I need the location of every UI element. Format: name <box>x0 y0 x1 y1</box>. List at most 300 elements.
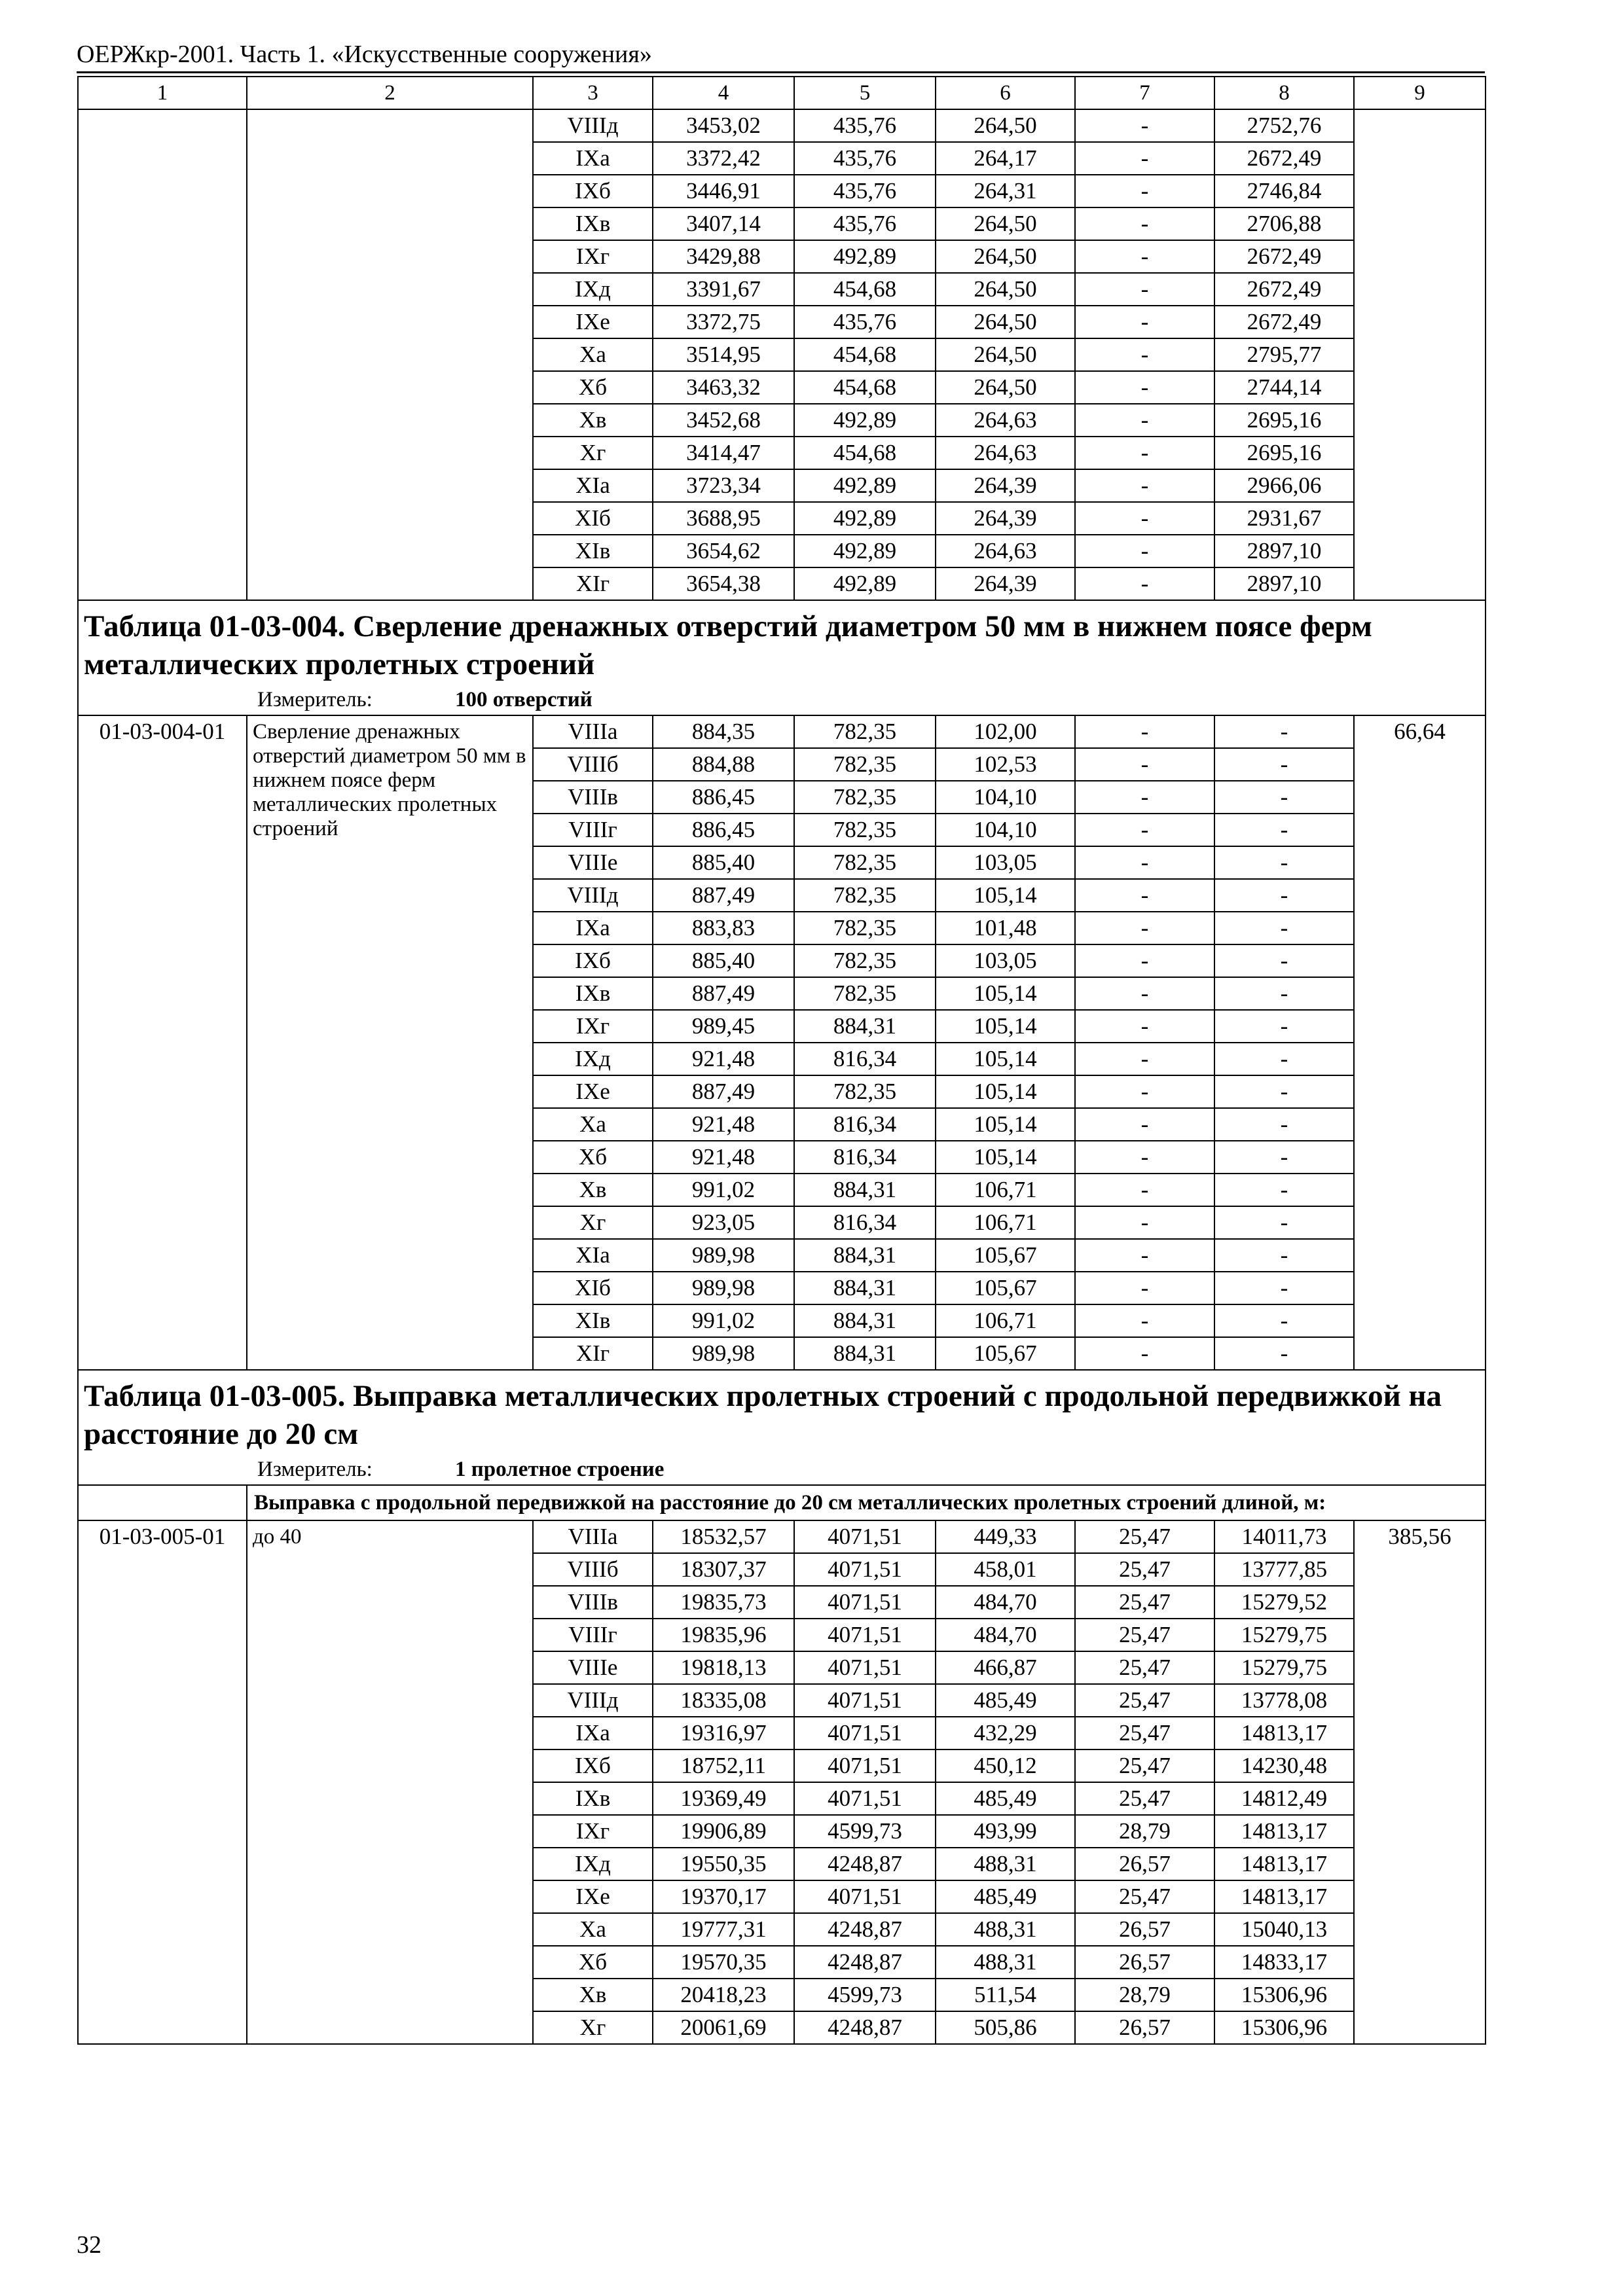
table-cell: - <box>1214 1108 1354 1141</box>
table-cell: 25,47 <box>1075 1651 1214 1684</box>
table-cell: 886,45 <box>653 814 794 846</box>
table-cell: 488,31 <box>936 1946 1075 1979</box>
table-cell: Xа <box>533 1913 653 1946</box>
table-title-row <box>78 600 1486 715</box>
table-cell: 3446,91 <box>653 175 794 207</box>
table-cell: - <box>1075 240 1214 273</box>
table-cell: 4248,87 <box>794 1946 936 1979</box>
table-cell: 2746,84 <box>1214 175 1354 207</box>
column-number: 9 <box>1354 77 1486 109</box>
table-cell: - <box>1214 1010 1354 1043</box>
table-cell: 884,31 <box>794 1239 936 1272</box>
table-cell: 106,71 <box>936 1174 1075 1206</box>
table-cell: 2706,88 <box>1214 207 1354 240</box>
table-cell: - <box>1075 404 1214 437</box>
table-cell: 816,34 <box>794 1043 936 1075</box>
table-cell: 782,35 <box>794 1075 936 1108</box>
table-cell: 15279,75 <box>1214 1619 1354 1651</box>
table-cell: 450,12 <box>936 1749 1075 1782</box>
table-cell: XIв <box>533 535 653 567</box>
table-cell: 884,88 <box>653 748 794 781</box>
table-cell: 435,76 <box>794 109 936 142</box>
table-cell: 28,79 <box>1075 1815 1214 1848</box>
table-cell: 18307,37 <box>653 1553 794 1586</box>
table-cell: 435,76 <box>794 175 936 207</box>
table-cell: 887,49 <box>653 879 794 912</box>
table-cell: Xб <box>533 1141 653 1174</box>
table-cell: - <box>1075 175 1214 207</box>
table-cell: 884,35 <box>653 715 794 748</box>
table-cell: 4071,51 <box>794 1880 936 1913</box>
table-cell: 19818,13 <box>653 1651 794 1684</box>
table-cell: 884,31 <box>794 1272 936 1304</box>
table-cell: IXв <box>533 1782 653 1815</box>
table-cell: 15040,13 <box>1214 1913 1354 1946</box>
table-cell: 4599,73 <box>794 1815 936 1848</box>
table-cell: 19570,35 <box>653 1946 794 1979</box>
table-cell: 105,67 <box>936 1272 1075 1304</box>
table-cell: 921,48 <box>653 1141 794 1174</box>
table-cell: IXв <box>533 207 653 240</box>
table-cell: 3654,62 <box>653 535 794 567</box>
table-cell: 4071,51 <box>794 1651 936 1684</box>
table-cell: 2672,49 <box>1214 142 1354 175</box>
table-cell: 264,39 <box>936 469 1075 502</box>
table-cell: 105,14 <box>936 879 1075 912</box>
table-cell: - <box>1075 469 1214 502</box>
table-title-text: Таблица 01-03-004. Сверление дренажных отверстий диаметром 50 мм в нижнем поясе ферм металлических пролетных строений <box>84 609 1372 681</box>
table-cell: 883,83 <box>653 912 794 944</box>
table-cell: 3429,88 <box>653 240 794 273</box>
column-number-row <box>78 77 1486 109</box>
table-cell: 492,89 <box>794 567 936 600</box>
table-cell: - <box>1214 944 1354 977</box>
table-cell: 782,35 <box>794 781 936 814</box>
table-cell: 454,68 <box>794 371 936 404</box>
table-cell: - <box>1075 1337 1214 1370</box>
table-cell: 105,14 <box>936 977 1075 1010</box>
table-cell: XIг <box>533 567 653 600</box>
table-cell: 102,00 <box>936 715 1075 748</box>
table-cell: 4248,87 <box>794 1848 936 1880</box>
table-cell: 264,39 <box>936 567 1075 600</box>
table-cell: 103,05 <box>936 944 1075 977</box>
table-cell: - <box>1075 207 1214 240</box>
table-cell: Xа <box>533 1108 653 1141</box>
table-cell: 105,14 <box>936 1108 1075 1141</box>
table-title-text: Таблица 01-03-005. Выправка металлических пролетных строений с продольной передвижкой на расстояние до 20 см <box>84 1379 1442 1451</box>
table-cell: - <box>1214 1206 1354 1239</box>
table-cell: 18335,08 <box>653 1684 794 1717</box>
table-cell: - <box>1214 1272 1354 1304</box>
table-cell: 4248,87 <box>794 1913 936 1946</box>
rate-total: 385,56 <box>1354 1520 1486 2044</box>
table-cell: 3452,68 <box>653 404 794 437</box>
measure-label: Измеритель: <box>257 688 373 711</box>
table-cell: 20061,69 <box>653 2011 794 2044</box>
table-cell: 264,50 <box>936 207 1075 240</box>
table-cell: 264,50 <box>936 273 1075 306</box>
table-cell: 14813,17 <box>1214 1880 1354 1913</box>
table-cell: 492,89 <box>794 469 936 502</box>
table-cell: 485,49 <box>936 1684 1075 1717</box>
table-cell: XIб <box>533 502 653 535</box>
table-cell: - <box>1075 567 1214 600</box>
table-title-row <box>78 1370 1486 1485</box>
table-cell: 25,47 <box>1075 1684 1214 1717</box>
table-cell: 25,47 <box>1075 1880 1214 1913</box>
table-cell: 884,31 <box>794 1304 936 1337</box>
table-cell: 4071,51 <box>794 1717 936 1749</box>
table-cell: 3688,95 <box>653 502 794 535</box>
table-cell: 884,31 <box>794 1337 936 1370</box>
table-cell: 2897,10 <box>1214 567 1354 600</box>
table-cell: IXд <box>533 273 653 306</box>
table-cell: IXе <box>533 1075 653 1108</box>
table-cell: 106,71 <box>936 1206 1075 1239</box>
table-cell: 14230,48 <box>1214 1749 1354 1782</box>
table-cell: 264,63 <box>936 535 1075 567</box>
table-cell: 19369,49 <box>653 1782 794 1815</box>
table-cell: Xг <box>533 1206 653 1239</box>
table-cell: Xв <box>533 404 653 437</box>
table-cell: 264,50 <box>936 371 1075 404</box>
table-cell: - <box>1075 715 1214 748</box>
table-cell: - <box>1075 1272 1214 1304</box>
table-cell: VIIIд <box>533 879 653 912</box>
table-cell: - <box>1075 1141 1214 1174</box>
table-cell: 28,79 <box>1075 1979 1214 2011</box>
table-cell: 991,02 <box>653 1304 794 1337</box>
table-cell: - <box>1075 748 1214 781</box>
table-cell: 264,63 <box>936 404 1075 437</box>
table-cell: 488,31 <box>936 1913 1075 1946</box>
measure-value: 1 пролетное строение <box>455 1458 665 1481</box>
empty-total-cell <box>1354 109 1486 600</box>
table-cell: XIв <box>533 1304 653 1337</box>
table-cell: 264,31 <box>936 175 1075 207</box>
table-cell: - <box>1075 781 1214 814</box>
table-cell: - <box>1075 338 1214 371</box>
empty-name-cell <box>247 109 533 600</box>
table-cell: 264,50 <box>936 109 1075 142</box>
table-cell: 3453,02 <box>653 109 794 142</box>
table-cell: 454,68 <box>794 273 936 306</box>
table-cell: IXб <box>533 1749 653 1782</box>
table-cell: VIIIа <box>533 1520 653 1553</box>
table-cell: - <box>1214 1174 1354 1206</box>
table-cell: 458,01 <box>936 1553 1075 1586</box>
table-cell: 26,57 <box>1075 1913 1214 1946</box>
table-cell: - <box>1214 912 1354 944</box>
table-cell: 782,35 <box>794 944 936 977</box>
table-cell: IXа <box>533 142 653 175</box>
table-cell: 884,31 <box>794 1010 936 1043</box>
table-cell: 782,35 <box>794 879 936 912</box>
rate-code: 01-03-004-01 <box>78 715 247 1370</box>
table-cell: VIIIг <box>533 1619 653 1651</box>
table-cell: VIIIв <box>533 781 653 814</box>
table-cell: IXг <box>533 240 653 273</box>
table-cell: - <box>1075 535 1214 567</box>
table-cell: 511,54 <box>936 1979 1075 2011</box>
table-cell: 466,87 <box>936 1651 1075 1684</box>
table-cell: IXе <box>533 306 653 338</box>
table-cell: - <box>1214 1304 1354 1337</box>
column-number: 6 <box>936 77 1075 109</box>
table-cell: 14011,73 <box>1214 1520 1354 1553</box>
table-cell: 782,35 <box>794 977 936 1010</box>
running-header: ОЕРЖкр-2001. Часть 1. «Искусственные сооружения» <box>77 41 652 68</box>
table-cell: 19777,31 <box>653 1913 794 1946</box>
table-cell: 13777,85 <box>1214 1553 1354 1586</box>
table-cell: XIа <box>533 1239 653 1272</box>
rates-table <box>77 76 1486 2045</box>
table-cell: IXг <box>533 1815 653 1848</box>
table-cell: 14833,17 <box>1214 1946 1354 1979</box>
table-cell: 454,68 <box>794 338 936 371</box>
table-cell: 3391,67 <box>653 273 794 306</box>
table-cell: 25,47 <box>1075 1520 1214 1553</box>
table-cell: IXб <box>533 944 653 977</box>
table-cell: 264,50 <box>936 338 1075 371</box>
table-cell: 435,76 <box>794 207 936 240</box>
column-number: 5 <box>794 77 936 109</box>
table-cell: 15306,96 <box>1214 2011 1354 2044</box>
table-cell: 14812,49 <box>1214 1782 1354 1815</box>
table-cell: 13778,08 <box>1214 1684 1354 1717</box>
table-cell: - <box>1075 437 1214 469</box>
table-cell: 25,47 <box>1075 1553 1214 1586</box>
table-cell: - <box>1075 944 1214 977</box>
table-cell: - <box>1075 502 1214 535</box>
table-cell: 14813,17 <box>1214 1848 1354 1880</box>
table-cell: 782,35 <box>794 814 936 846</box>
table-cell: Xг <box>533 437 653 469</box>
column-number: 1 <box>78 77 247 109</box>
table-cell: - <box>1075 109 1214 142</box>
table-cell: IXа <box>533 1717 653 1749</box>
table-cell: - <box>1075 306 1214 338</box>
table-cell: VIIIд <box>533 1684 653 1717</box>
table-cell: IXд <box>533 1848 653 1880</box>
table-cell: IXв <box>533 977 653 1010</box>
table-cell: 782,35 <box>794 912 936 944</box>
table-cell: VIIIд <box>533 109 653 142</box>
table-cell: Xб <box>533 1946 653 1979</box>
table-cell: 432,29 <box>936 1717 1075 1749</box>
table-cell: - <box>1214 781 1354 814</box>
table-cell: IXг <box>533 1010 653 1043</box>
table-cell: 19906,89 <box>653 1815 794 1848</box>
table-cell: VIIIв <box>533 1586 653 1619</box>
table-cell: - <box>1214 1043 1354 1075</box>
table-cell: IXб <box>533 175 653 207</box>
table-cell: - <box>1075 912 1214 944</box>
table-cell: 886,45 <box>653 781 794 814</box>
table-cell: 3723,34 <box>653 469 794 502</box>
table-cell: 782,35 <box>794 748 936 781</box>
table-cell: - <box>1075 846 1214 879</box>
table-cell: 484,70 <box>936 1586 1075 1619</box>
table-cell: Xб <box>533 371 653 404</box>
table-cell: 2672,49 <box>1214 240 1354 273</box>
table-cell: 26,57 <box>1075 1946 1214 1979</box>
table-cell: 435,76 <box>794 142 936 175</box>
table-cell: 4071,51 <box>794 1749 936 1782</box>
table-cell: 454,68 <box>794 437 936 469</box>
table-cell: 2966,06 <box>1214 469 1354 502</box>
table-cell: 816,34 <box>794 1141 936 1174</box>
table-cell: - <box>1214 715 1354 748</box>
table-cell: 19835,73 <box>653 1586 794 1619</box>
table-cell: 2672,49 <box>1214 306 1354 338</box>
table-cell: - <box>1214 1141 1354 1174</box>
table-cell: 492,89 <box>794 240 936 273</box>
measure-line <box>84 1456 1480 1483</box>
table-cell: 105,14 <box>936 1075 1075 1108</box>
table-cell: 18532,57 <box>653 1520 794 1553</box>
table-cell: 15279,75 <box>1214 1651 1354 1684</box>
table-cell: 782,35 <box>794 846 936 879</box>
table-cell: 2695,16 <box>1214 404 1354 437</box>
table-cell: 264,63 <box>936 437 1075 469</box>
table-cell: 14813,17 <box>1214 1717 1354 1749</box>
table-cell: IXе <box>533 1880 653 1913</box>
table-cell: Xг <box>533 2011 653 2044</box>
rate-name: Сверление дренажных отверстий диаметром 50 мм в нижнем поясе ферм металлических пролетных строений <box>247 715 533 1370</box>
table-cell: VIIIб <box>533 1553 653 1586</box>
measure-line <box>84 686 1480 713</box>
table-cell: 885,40 <box>653 944 794 977</box>
table-cell: - <box>1075 273 1214 306</box>
table-cell: 3463,32 <box>653 371 794 404</box>
table-cell: 989,45 <box>653 1010 794 1043</box>
table-cell: 485,49 <box>936 1880 1075 1913</box>
table-cell: IXд <box>533 1043 653 1075</box>
table-cell: - <box>1214 977 1354 1010</box>
table-cell: 20418,23 <box>653 1979 794 2011</box>
table-cell: 4071,51 <box>794 1619 936 1651</box>
column-number: 3 <box>533 77 653 109</box>
table-cell: 106,71 <box>936 1304 1075 1337</box>
table-cell: 4071,51 <box>794 1520 936 1553</box>
table-cell: 488,31 <box>936 1848 1075 1880</box>
table-cell: 4071,51 <box>794 1553 936 1586</box>
table-cell: 484,70 <box>936 1619 1075 1651</box>
measure-label: Измеритель: <box>257 1458 373 1481</box>
table-cell: 2795,77 <box>1214 338 1354 371</box>
subheading-row <box>78 1485 1486 1520</box>
table-cell: 105,14 <box>936 1043 1075 1075</box>
table-cell: 3372,42 <box>653 142 794 175</box>
table-cell: 492,89 <box>794 404 936 437</box>
table-cell: - <box>1075 814 1214 846</box>
table-cell: 4071,51 <box>794 1782 936 1815</box>
table-cell: 3372,75 <box>653 306 794 338</box>
table-cell: 105,67 <box>936 1239 1075 1272</box>
table-cell: 921,48 <box>653 1108 794 1141</box>
table-cell: - <box>1075 1043 1214 1075</box>
table-cell: XIг <box>533 1337 653 1370</box>
table-cell: 3414,47 <box>653 437 794 469</box>
rate-name: до 40 <box>247 1520 533 2044</box>
table-cell: - <box>1075 1108 1214 1141</box>
table-title <box>78 1370 1486 1485</box>
table-cell: 14813,17 <box>1214 1815 1354 1848</box>
table-cell: 264,50 <box>936 306 1075 338</box>
table-title <box>78 600 1486 715</box>
table-cell: 782,35 <box>794 715 936 748</box>
table-cell: VIIIа <box>533 715 653 748</box>
table-cell: - <box>1075 142 1214 175</box>
table-cell: 493,99 <box>936 1815 1075 1848</box>
table-cell: 3407,14 <box>653 207 794 240</box>
table-cell: Xв <box>533 1979 653 2011</box>
table-cell: 19550,35 <box>653 1848 794 1880</box>
table-cell: - <box>1075 1174 1214 1206</box>
table-cell: VIIIг <box>533 814 653 846</box>
table-cell: 264,50 <box>936 240 1075 273</box>
table-cell: 885,40 <box>653 846 794 879</box>
table-cell: 2695,16 <box>1214 437 1354 469</box>
table-cell: 264,17 <box>936 142 1075 175</box>
table-cell: - <box>1214 1075 1354 1108</box>
table-cell: 2752,76 <box>1214 109 1354 142</box>
table-cell: - <box>1075 1304 1214 1337</box>
table-cell: 25,47 <box>1075 1782 1214 1815</box>
table-cell: IXа <box>533 912 653 944</box>
table-cell: Xв <box>533 1174 653 1206</box>
table-cell: 25,47 <box>1075 1717 1214 1749</box>
table-cell: 887,49 <box>653 977 794 1010</box>
table-cell: - <box>1214 1239 1354 1272</box>
table-cell: 3514,95 <box>653 338 794 371</box>
table-cell: 923,05 <box>653 1206 794 1239</box>
table-cell: 264,39 <box>936 502 1075 535</box>
rate-total: 66,64 <box>1354 715 1486 1370</box>
table-cell: 4071,51 <box>794 1586 936 1619</box>
table-cell: - <box>1075 879 1214 912</box>
table-cell: 884,31 <box>794 1174 936 1206</box>
table-cell: 25,47 <box>1075 1619 1214 1651</box>
table-cell: Xа <box>533 338 653 371</box>
table-cell: 25,47 <box>1075 1586 1214 1619</box>
subheading-empty-cell <box>78 1485 247 1520</box>
table-cell: 3654,38 <box>653 567 794 600</box>
table-row <box>78 109 1486 142</box>
table-cell: XIб <box>533 1272 653 1304</box>
table-cell: 15306,96 <box>1214 1979 1354 2011</box>
table-cell: - <box>1075 1239 1214 1272</box>
table-cell: 921,48 <box>653 1043 794 1075</box>
column-number: 4 <box>653 77 794 109</box>
table-cell: 2897,10 <box>1214 535 1354 567</box>
table-cell: 4071,51 <box>794 1684 936 1717</box>
table-cell: - <box>1075 977 1214 1010</box>
table-cell: 2672,49 <box>1214 273 1354 306</box>
table-cell: 103,05 <box>936 846 1075 879</box>
table-cell: 816,34 <box>794 1108 936 1141</box>
table-cell: 2931,67 <box>1214 502 1354 535</box>
column-number: 8 <box>1214 77 1354 109</box>
page-number: 32 <box>77 2231 101 2259</box>
table-cell: VIIIе <box>533 846 653 879</box>
table-cell: 19835,96 <box>653 1619 794 1651</box>
table-cell: 485,49 <box>936 1782 1075 1815</box>
table-cell: - <box>1214 814 1354 846</box>
table-cell: VIIIб <box>533 748 653 781</box>
